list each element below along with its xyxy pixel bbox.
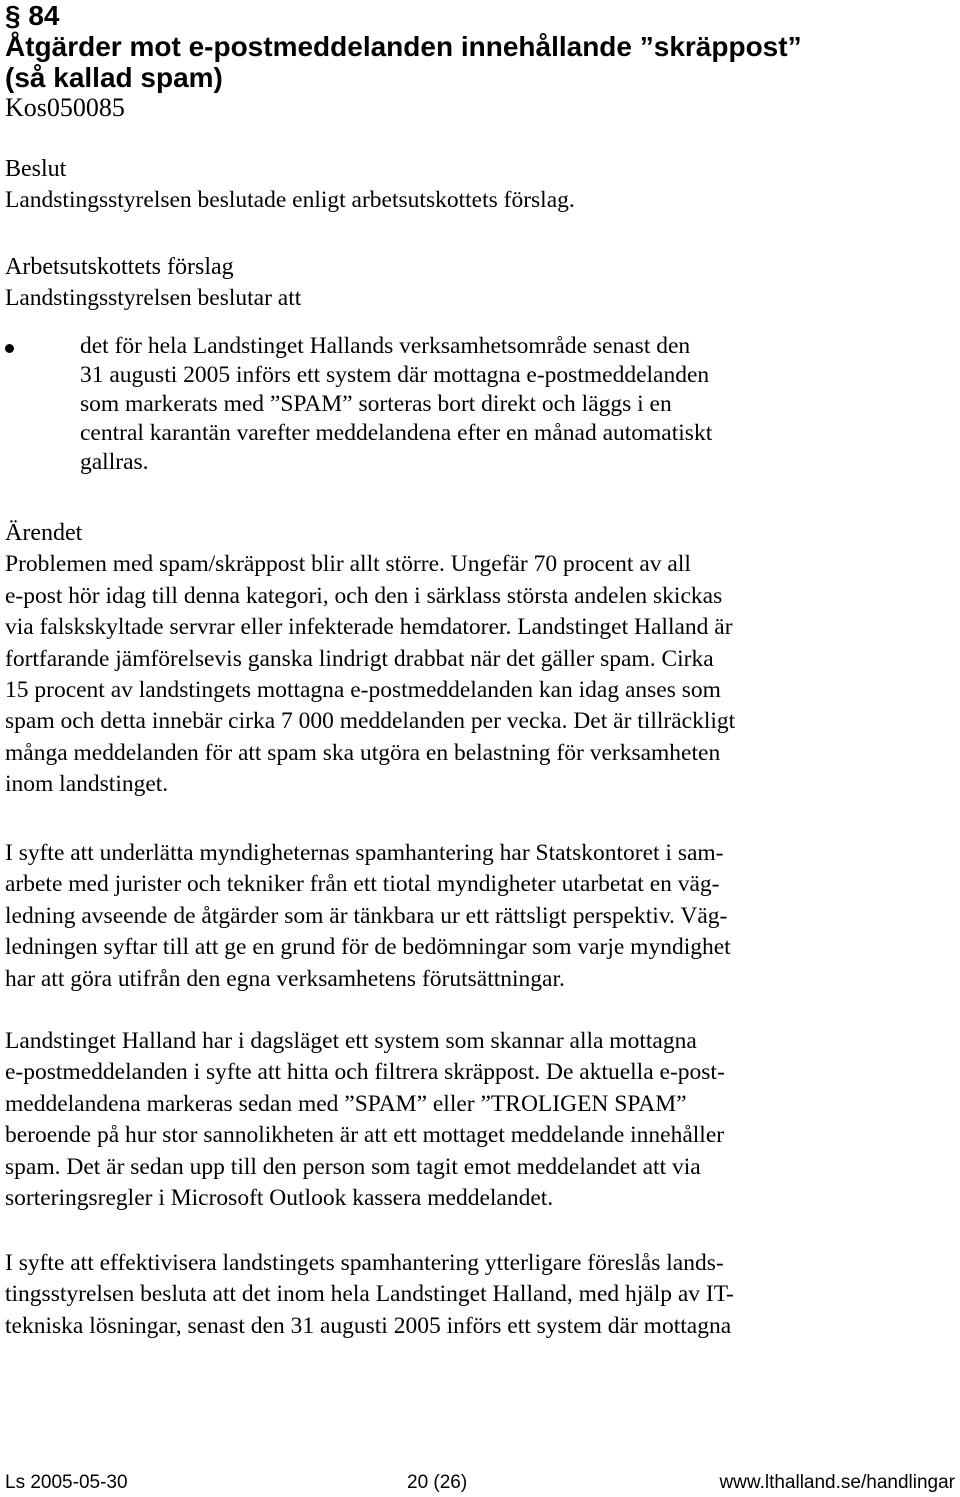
paragraph-line: tingsstyrelsen besluta att det inom hela Landstinget Halland, med hjälp av IT- bbox=[5, 1281, 734, 1308]
bullet-line: som markerats med ”SPAM” sorteras bort direkt och läggs i en bbox=[80, 391, 672, 417]
arendet-paragraph-4 bbox=[5, 1248, 955, 1342]
bullet-line: 31 augusti 2005 införs ett system där mottagna e-postmeddelanden bbox=[80, 362, 710, 388]
paragraph-line: många meddelanden för att spam ska utgöra en belastning för verksamheten bbox=[5, 739, 721, 766]
bullet-line: det för hela Landstinget Hallands verksamhetsområde senast den bbox=[80, 333, 691, 359]
paragraph-line: inom landstinget. bbox=[5, 771, 169, 798]
paragraph-line: ledningen syftar till att ge en grund för de bedömningar som varje myndighet bbox=[5, 934, 731, 961]
arendet-heading: Ärendet bbox=[5, 520, 83, 546]
case-reference: Kos050085 bbox=[5, 93, 125, 122]
paragraph-line: meddelandena markeras sedan med ”SPAM” eller ”TROLIGEN SPAM” bbox=[5, 1090, 687, 1117]
paragraph-line: Landstinget Halland har i dagsläget ett system som skannar alla mottagna bbox=[5, 1028, 697, 1054]
page-footer bbox=[5, 1472, 955, 1496]
forslag-intro: Landstingsstyrelsen beslutar att bbox=[5, 285, 302, 312]
footer-page-number: 20 (26) bbox=[407, 1472, 468, 1493]
paragraph-line: fortfarande jämförelsevis ganska lindrigt drabbat när det gäller spam. Cirka bbox=[5, 645, 714, 672]
bullet-line: central karantän varefter meddelandena efter en månad automatiskt bbox=[80, 420, 713, 446]
paragraph-line: Problemen med spam/skräppost blir allt större. Ungefär 70 procent av all bbox=[5, 551, 691, 578]
paragraph-line: via falskskyltade servrar eller infekterade hemdatorer. Landstinget Halland är bbox=[5, 614, 733, 641]
bullet-text bbox=[80, 332, 712, 477]
forslag-heading: Arbetsutskottets förslag bbox=[5, 254, 234, 280]
footer-url: www.lthalland.se/handlingar bbox=[719, 1472, 955, 1493]
paragraph-line: e-post hör idag till denna kategori, och den i särklass största andelen skickas bbox=[5, 582, 723, 609]
paragraph-line: beroende på hur stor sannolikheten är att ett mottaget meddelande innehåller bbox=[5, 1122, 725, 1149]
beslut-text: Landstingsstyrelsen beslutade enligt arbetsutskottets förslag. bbox=[5, 187, 575, 214]
beslut-section bbox=[5, 154, 955, 217]
arendet-section bbox=[5, 518, 955, 801]
paragraph-line: spam och detta innebär cirka 7 000 meddelanden per vecka. Det är tillräckligt bbox=[5, 708, 736, 735]
beslut-heading: Beslut bbox=[5, 156, 67, 182]
paragraph-line: I syfte att effektivisera landstingets spamhantering ytterligare föreslås lands- bbox=[5, 1250, 724, 1276]
section-number: § 84 bbox=[5, 0, 60, 31]
paragraph-line: har att göra utifrån den egna verksamhetens förutsättningar. bbox=[5, 965, 565, 992]
paragraph-line: ledning avseende de åtgärder som är tänkbara ur ett rättsligt perspektiv. Väg- bbox=[5, 902, 728, 929]
forslag-section bbox=[5, 252, 955, 315]
paragraph-line: I syfte att underlätta myndigheternas spamhantering har Statskontoret i sam- bbox=[5, 840, 724, 866]
arendet-paragraph-3 bbox=[5, 1026, 955, 1214]
section-heading bbox=[5, 0, 802, 93]
section-title-line-2: (så kallad spam) bbox=[5, 62, 223, 93]
paragraph-line: tekniska lösningar, senast den 31 augusti 2005 införs ett system där mottagna bbox=[5, 1312, 732, 1339]
paragraph-line: sorteringsregler i Microsoft Outlook kassera meddelandet. bbox=[5, 1185, 554, 1212]
section-title-line-1: Åtgärder mot e-postmeddelanden innehållande ”skräppost” bbox=[5, 31, 802, 62]
bullet-dot-icon bbox=[5, 344, 14, 353]
bullet-line: gallras. bbox=[80, 449, 149, 475]
arendet-paragraph-2 bbox=[5, 838, 955, 995]
paragraph-line: arbete med jurister och tekniker från ett tiotal myndigheter utarbetat en väg- bbox=[5, 871, 720, 898]
footer-date: Ls 2005-05-30 bbox=[5, 1472, 128, 1493]
paragraph-line: e-postmeddelanden i syfte att hitta och filtrera skräppost. De aktuella e-post- bbox=[5, 1059, 725, 1086]
paragraph-line: spam. Det är sedan upp till den person som tagit emot meddelandet att via bbox=[5, 1153, 701, 1180]
paragraph-line: 15 procent av landstingets mottagna e-postmeddelanden kan idag anses som bbox=[5, 677, 721, 704]
